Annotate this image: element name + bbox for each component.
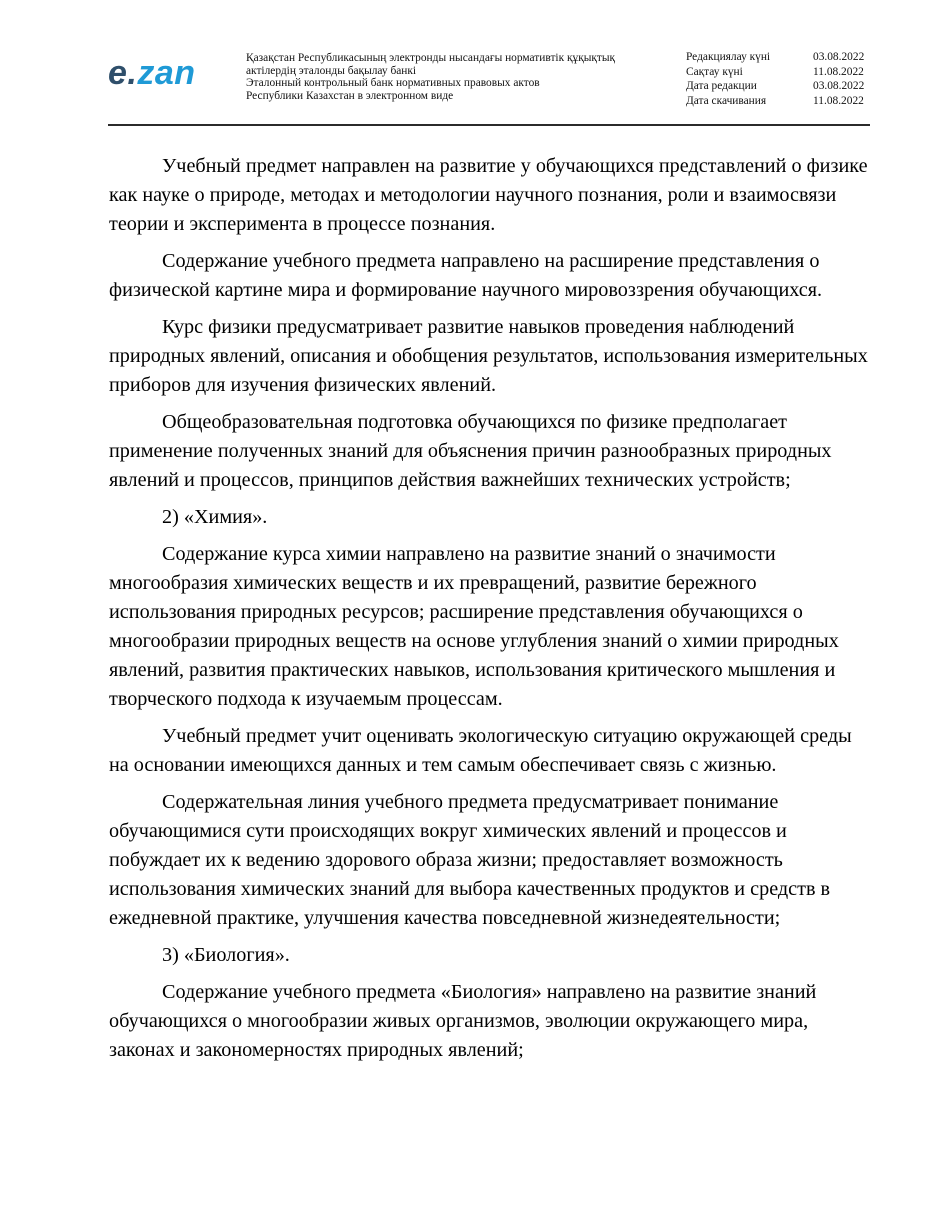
bank-title-line: Республики Казахстан в электронном виде <box>246 89 454 102</box>
header-divider <box>108 124 870 126</box>
body-paragraph: Учебный предмет учит оценивать экологическую ситуацию окружающей среды на основании имеющихся данных и тем самым обеспечивает связь с жизнью. <box>109 725 852 776</box>
bank-title-line: Қазақстан Республикасының электронды нысандағы нормативтік құқықтық <box>246 52 616 64</box>
logo-dot: . <box>127 54 138 92</box>
meta-label: Редакциялау күні <box>686 51 771 63</box>
section-heading-chemistry: 2) «Химия». <box>162 506 268 528</box>
ezan-logo[interactable] <box>108 56 196 90</box>
meta-value: 11.08.2022 <box>813 65 864 78</box>
meta-row-edit-date-ru <box>686 79 870 94</box>
body-paragraph: Содержание учебного предмета направлено на расширение представления о физической картине мира и формирование научного мировоззрения обучающихся. <box>109 250 823 301</box>
body-paragraph: Содержание учебного предмета «Биология» направлено на развитие знаний обучающихся о многообразии живых организмов, эволюции окружающего мира, законах и закономерностях природных явлений; <box>109 981 817 1061</box>
body-paragraph: Курс физики предусматривает развитие навыков проведения наблюдений природных явлений, описания и обобщения результатов, использования измерительных приборов для изучения физических явлений. <box>109 316 868 396</box>
meta-row-edit-date-kz <box>686 50 870 65</box>
meta-value: 03.08.2022 <box>813 51 865 63</box>
body-paragraph: Содержательная линия учебного предмета предусматривает понимание обучающимися сути происходящих вокруг химических явлений и процессов и побуждает их к ведению здорового образа жизни; предоставляет возможность использования химических знаний для выбора качественных продуктов и средств в ежедневной практике, улучшения качества повседневной жизнедеятельности; <box>109 791 831 929</box>
meta-label: Дата скачивания <box>686 94 767 107</box>
section-heading-biology: 3) «Биология». <box>162 944 290 966</box>
meta-label: Сақтау күні <box>686 65 743 78</box>
document-header <box>108 46 870 126</box>
bank-title-line: Эталонный контрольный банк нормативных правовых актов <box>246 77 540 90</box>
body-paragraph: Общеобразовательная подготовка обучающихся по физике предполагает применение полученных знаний для объяснения причин разнообразных природных явлений и процессов, принципов действия важнейших технических устройств; <box>109 411 832 491</box>
logo-zan: zan <box>137 54 196 92</box>
meta-value: 03.08.2022 <box>813 80 865 93</box>
meta-value: 11.08.2022 <box>813 94 864 107</box>
document-dates <box>686 50 870 108</box>
body-paragraph: Учебный предмет направлен на развитие у обучающихся представлений о физике как науке о природе, методах и методологии научного познания, роли и взаимосвязи теории и эксперимента в процессе познания. <box>109 155 868 235</box>
document-body <box>109 152 871 1073</box>
meta-row-download-date-ru <box>686 94 870 109</box>
logo-e: e <box>108 54 128 92</box>
meta-label: Дата редакции <box>686 80 757 93</box>
bank-title-line: актілердің эталонды бақылау банкі <box>246 64 417 77</box>
meta-row-save-date-kz <box>686 65 870 80</box>
bank-title <box>246 52 676 102</box>
body-paragraph: Содержание курса химии направлено на развитие знаний о значимости многообразия химических веществ и их превращений, развитие бережного использования природных ресурсов; расширение представления обучающихся о многообразии природных веществ на основе углубления знаний о химии природных явлений, развития практических навыков, использования критического мышления и творческого подхода к изучаемым процессам. <box>109 543 839 710</box>
